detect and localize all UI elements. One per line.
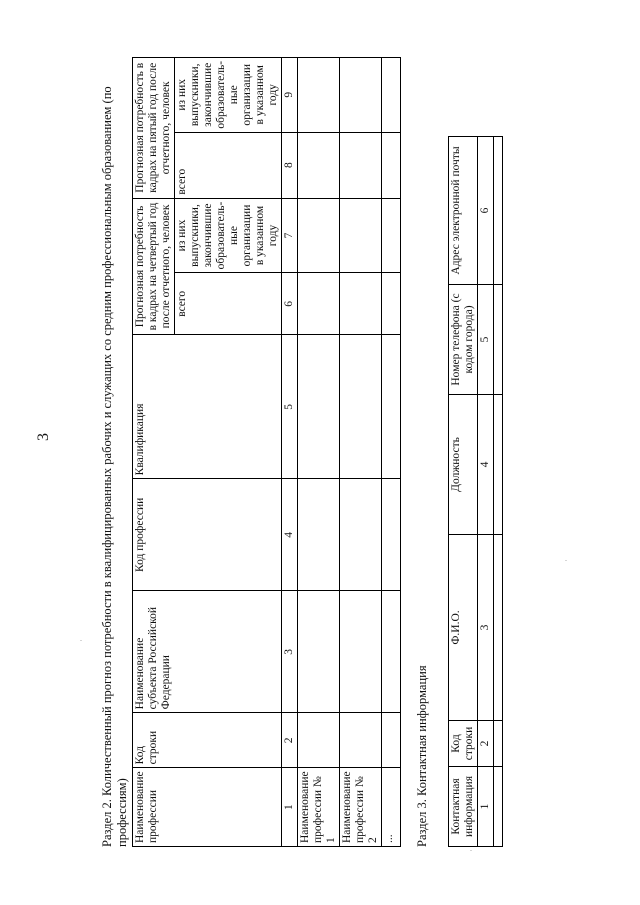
empty-cell[interactable] — [340, 198, 382, 273]
header-profession-name: Наименование профессии — [133, 768, 282, 847]
column-number: 5 — [478, 285, 494, 395]
empty-cell[interactable] — [340, 57, 382, 132]
profession-name-cell: Наименование профессии № 1 — [298, 768, 340, 847]
header-full-name: Ф.И.О. — [449, 535, 478, 721]
table-row — [340, 57, 382, 846]
table-row — [298, 57, 340, 846]
scan-speck — [470, 850, 472, 851]
header-qualification: Квалификация — [133, 335, 282, 479]
header-graduates-year4: из них выпускники, закончившие образователь- ные организации в указанном году — [175, 198, 282, 273]
column-number: 3 — [282, 591, 298, 713]
profession-name-cell: Наименование профессии № 2 — [340, 768, 382, 847]
column-number: 6 — [478, 137, 494, 285]
empty-cell[interactable] — [494, 535, 503, 721]
empty-cell[interactable] — [340, 713, 382, 768]
empty-cell[interactable] — [382, 198, 401, 273]
scan-speck — [565, 560, 567, 561]
empty-cell[interactable] — [340, 335, 382, 479]
column-number: 2 — [478, 721, 494, 767]
column-number: 4 — [282, 479, 298, 591]
empty-cell[interactable] — [298, 132, 340, 198]
header-row-code: Код строки — [133, 713, 282, 768]
column-number: 5 — [282, 335, 298, 479]
empty-cell[interactable] — [382, 132, 401, 198]
profession-name-cell: ... — [382, 768, 401, 847]
column-number: 1 — [478, 767, 494, 847]
column-number: 3 — [478, 535, 494, 721]
header-graduates-year5: из них выпускники, закончившие образователь- ные организации в указанном году — [175, 57, 282, 132]
empty-cell[interactable] — [298, 713, 340, 768]
header-position: Должность — [449, 395, 478, 535]
empty-cell[interactable] — [382, 713, 401, 768]
empty-cell[interactable] — [494, 721, 503, 767]
header-profession-code: Код профессии — [133, 479, 282, 591]
table-row — [494, 137, 503, 847]
header-forecast-year5: Прогнозная потребность в кадрах на пятый год после отчетного, человек — [133, 57, 175, 198]
column-number: 6 — [282, 273, 298, 335]
empty-cell[interactable] — [494, 767, 503, 847]
empty-cell[interactable] — [298, 591, 340, 713]
empty-cell[interactable] — [298, 57, 340, 132]
empty-cell[interactable] — [298, 198, 340, 273]
empty-cell[interactable] — [340, 479, 382, 591]
column-number: 4 — [478, 395, 494, 535]
scan-speck — [80, 640, 82, 641]
header-subject-name: Наименование субъекта Российской Федерации — [133, 591, 282, 713]
header-contact-info: Контактная информация — [449, 767, 478, 847]
section3-title: Раздел 3. Контактная информация — [415, 665, 429, 847]
empty-cell[interactable] — [340, 591, 382, 713]
empty-cell[interactable] — [298, 479, 340, 591]
section2-title: Раздел 2. Количественный прогноз потребности в квалифицированных рабочих и служащих со средним профессиональным образованием (по профессиям) — [100, 86, 129, 847]
column-number: 9 — [282, 57, 298, 132]
empty-cell[interactable] — [298, 335, 340, 479]
column-number: 7 — [282, 198, 298, 273]
empty-cell[interactable] — [494, 395, 503, 535]
empty-cell[interactable] — [382, 273, 401, 335]
header-email: Адрес электронной почты — [449, 137, 478, 285]
empty-cell[interactable] — [340, 132, 382, 198]
table-row — [382, 57, 401, 846]
header-forecast-year4: Прогнозная потребность в кадрах на четвертый год после отчетного, человек — [133, 198, 175, 335]
empty-cell[interactable] — [494, 285, 503, 395]
empty-cell[interactable] — [494, 137, 503, 285]
empty-cell[interactable] — [298, 273, 340, 335]
empty-cell[interactable] — [382, 479, 401, 591]
empty-cell[interactable] — [382, 335, 401, 479]
empty-cell[interactable] — [382, 591, 401, 713]
header-phone: Номер телефона (с кодом города) — [449, 285, 478, 395]
header-row-code: Код строки — [449, 721, 478, 767]
page-number: 3 — [35, 433, 52, 441]
column-number: 8 — [282, 132, 298, 198]
empty-cell[interactable] — [340, 273, 382, 335]
contact-table — [448, 136, 503, 847]
forecast-table — [132, 57, 401, 847]
header-total-year5: всего — [175, 132, 282, 198]
header-total-year4: всего — [175, 273, 282, 335]
empty-cell[interactable] — [382, 57, 401, 132]
column-number: 2 — [282, 713, 298, 768]
column-number: 1 — [282, 768, 298, 847]
